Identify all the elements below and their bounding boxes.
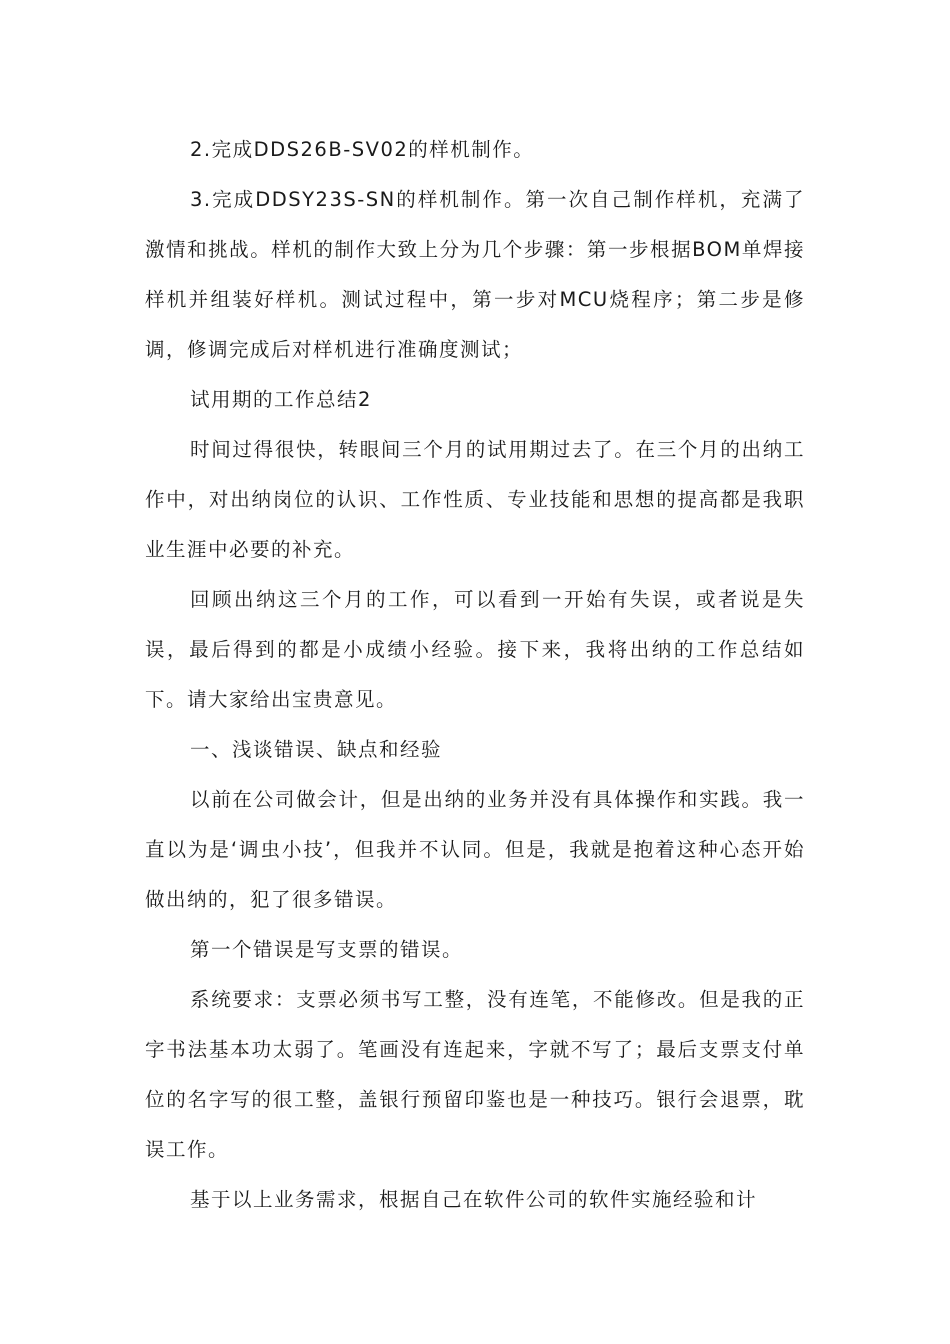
- section-heading-summary-2: 试用期的工作总结2: [190, 388, 372, 411]
- paragraph-review: 回顾出纳这三个月的工作，可以看到一开始有失误，或者说是失误，最后得到的都是小成绩小经验。接下来，我将出纳的工作总结如下。请大家给出宝贵意见。: [145, 588, 805, 711]
- paragraph-system-requirement: 系统要求：支票必须书写工整，没有连笔，不能修改。但是我的正字书法基本功太弱了。笔画没有连起来，字就不写了；最后支票支付单位的名字写的很工整，盖银行预留印鉴也是一种技巧。银行会退票，耽误工作。: [145, 988, 805, 1161]
- paragraph-item-2: 2.完成DDS26B-SV02的样机制作。: [190, 138, 535, 161]
- paragraph-item-3: 3.完成DDSY23S-SN的样机制作。第一次自己制作样机，充满了激情和挑战。样机的制作大致上分为几个步骤：第一步根据BOM单焊接样机并组装好样机。测试过程中，第一步对MCU烧程序；第二步是修调，修调完成后对样机进行准确度测试；: [145, 188, 805, 361]
- document-page: [145, 125, 805, 1225]
- paragraph-business-needs: 基于以上业务需求，根据自己在软件公司的软件实施经验和计: [190, 1188, 758, 1211]
- paragraph-background: 以前在公司做会计，但是出纳的业务并没有具体操作和实践。我一直以为是‘调虫小技’，但我并不认同。但是，我就是抱着这种心态开始做出纳的，犯了很多错误。: [145, 788, 805, 911]
- paragraph-first-error: 第一个错误是写支票的错误。: [190, 938, 464, 961]
- paragraph-intro: 时间过得很快，转眼间三个月的试用期过去了。在三个月的出纳工作中，对出纳岗位的认识、工作性质、专业技能和思想的提高都是我职业生涯中必要的补充。: [145, 438, 805, 561]
- section-heading-errors: 一、浅谈错误、缺点和经验: [190, 738, 443, 761]
